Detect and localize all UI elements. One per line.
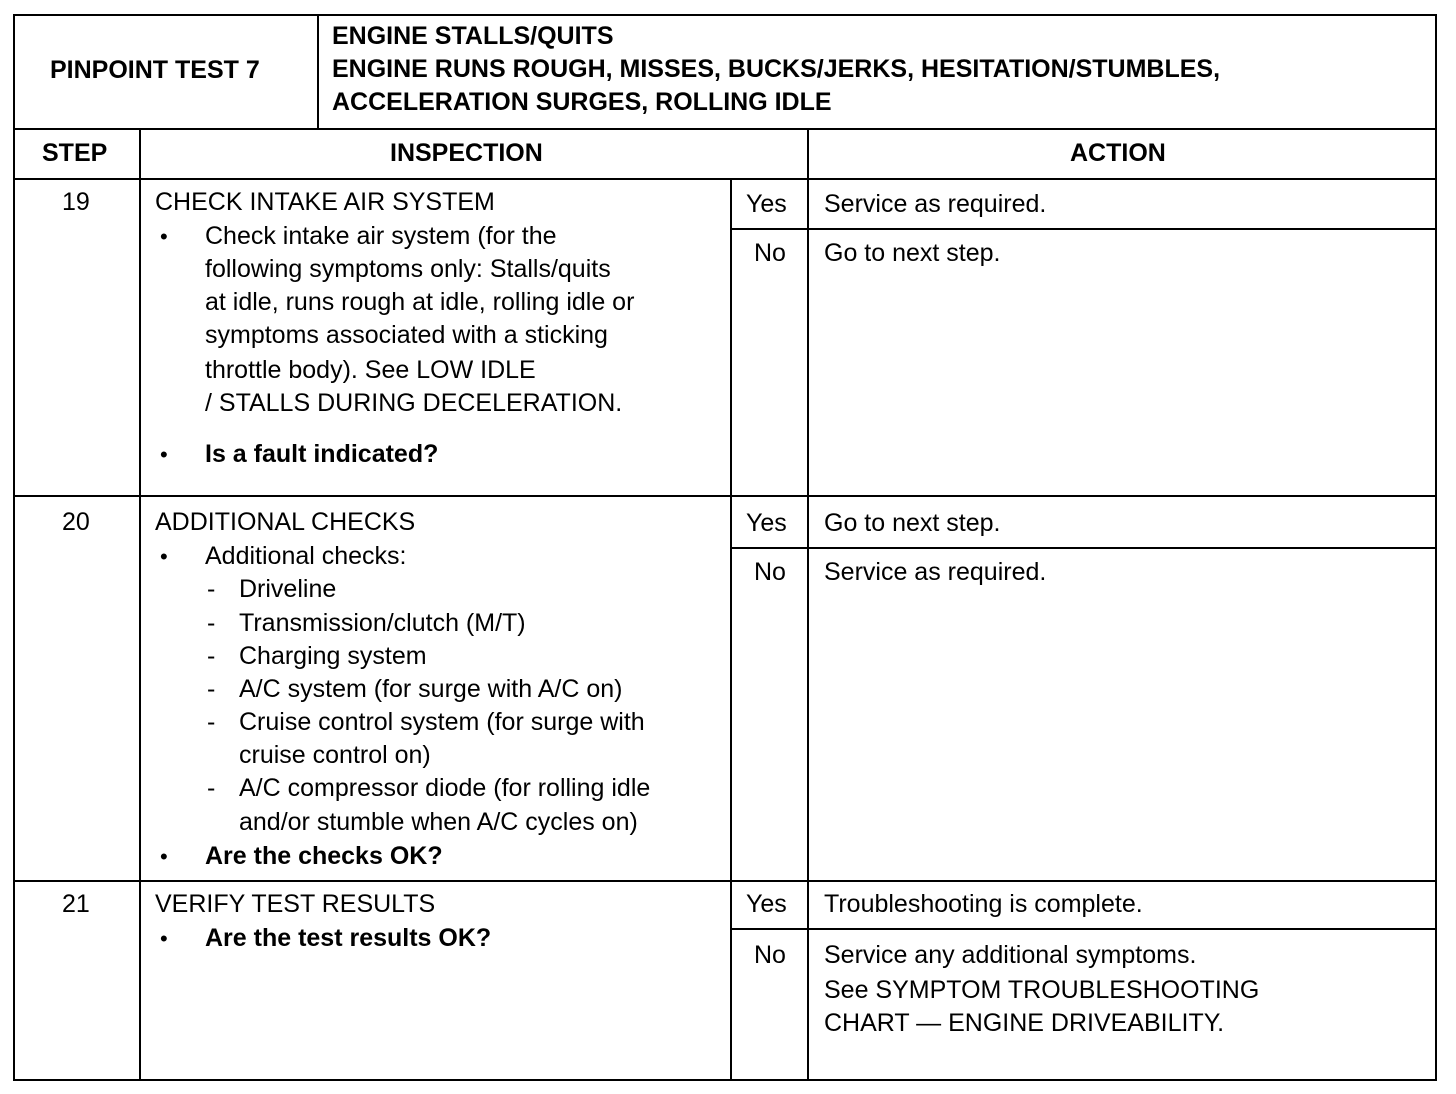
dash-glyph: -: [207, 708, 216, 736]
step-title: CHECK INTAKE AIR SYSTEM: [155, 188, 495, 216]
border-left: [13, 14, 15, 1081]
sub-item: Charging system: [239, 642, 427, 670]
title-line-2: ENGINE RUNS ROUGH, MISSES, BUCKS/JERKS, HESITATION/STUMBLES,: [332, 55, 1221, 83]
sub-item-continuation: cruise control on): [239, 741, 431, 769]
instruction-line: Additional checks:: [205, 542, 407, 570]
column-header-action: ACTION: [1070, 139, 1166, 167]
yes-label: Yes: [746, 509, 787, 537]
no-action: Service as required.: [824, 558, 1047, 586]
step-column-rule: [139, 128, 141, 1081]
yes-action: Troubleshooting is complete.: [824, 890, 1143, 918]
step-question: Are the test results OK?: [205, 924, 492, 952]
step-number: 21: [62, 890, 90, 918]
yes-label: Yes: [746, 190, 787, 218]
test-label: PINPOINT TEST 7: [50, 56, 260, 84]
no-action: See SYMPTOM TROUBLESHOOTING: [824, 976, 1260, 1004]
yes-no-rule-19: [730, 228, 1437, 230]
step-question: Is a fault indicated?: [205, 440, 439, 468]
instruction-line: at idle, runs rough at idle, rolling idle or: [205, 288, 635, 316]
title-line-3: ACCELERATION SURGES, ROLLING IDLE: [332, 88, 832, 116]
instruction-line: / STALLS DURING DECELERATION.: [205, 389, 623, 417]
yes-action: Go to next step.: [824, 509, 1001, 537]
no-action: CHART — ENGINE DRIVEABILITY.: [824, 1009, 1225, 1037]
step-title: ADDITIONAL CHECKS: [155, 508, 416, 536]
yes-no-rule-21: [730, 928, 1437, 930]
bullet-glyph: •: [160, 844, 168, 869]
border-bottom: [13, 1079, 1437, 1081]
bullet-glyph: •: [160, 224, 168, 249]
no-label: No: [754, 239, 786, 267]
bullet-glyph: •: [160, 926, 168, 951]
dash-glyph: -: [207, 575, 216, 603]
column-header-step: STEP: [42, 139, 108, 167]
dash-glyph: -: [207, 774, 216, 802]
dash-glyph: -: [207, 609, 216, 637]
bullet-glyph: •: [160, 544, 168, 569]
sub-item: Cruise control system (for surge with: [239, 708, 645, 736]
header-bottom-rule: [13, 128, 1437, 130]
no-label: No: [754, 941, 786, 969]
yesno-column-rule: [730, 178, 732, 1081]
header-divider: [317, 14, 319, 130]
step-number: 19: [62, 188, 90, 216]
sub-item: A/C system (for surge with A/C on): [239, 675, 623, 703]
border-top: [13, 14, 1437, 16]
bullet-glyph: •: [160, 442, 168, 467]
instruction-line: following symptoms only: Stalls/quits: [205, 255, 611, 283]
instruction-line: symptoms associated with a sticking: [205, 321, 608, 349]
column-header-rule: [13, 178, 1437, 180]
row-rule-20-21: [13, 880, 1437, 882]
step-number: 20: [62, 508, 90, 536]
instruction-line: Check intake air system (for the: [205, 222, 557, 250]
sub-item: Transmission/clutch (M/T): [239, 609, 526, 637]
no-label: No: [754, 558, 786, 586]
step-title: VERIFY TEST RESULTS: [155, 890, 436, 918]
no-action: Service any additional symptoms.: [824, 941, 1197, 969]
action-column-rule: [807, 128, 809, 1081]
dash-glyph: -: [207, 642, 216, 670]
row-rule-19-20: [13, 495, 1437, 497]
yes-no-rule-20: [730, 547, 1437, 549]
sub-item-continuation: and/or stumble when A/C cycles on): [239, 808, 638, 836]
dash-glyph: -: [207, 675, 216, 703]
step-question: Are the checks OK?: [205, 842, 443, 870]
yes-label: Yes: [746, 890, 787, 918]
no-action: Go to next step.: [824, 239, 1001, 267]
column-header-inspection: INSPECTION: [390, 139, 543, 167]
sub-item: Driveline: [239, 575, 337, 603]
yes-action: Service as required.: [824, 190, 1047, 218]
sub-item: A/C compressor diode (for rolling idle: [239, 774, 651, 802]
title-line-1: ENGINE STALLS/QUITS: [332, 22, 614, 50]
instruction-line: throttle body). See LOW IDLE: [205, 356, 536, 384]
